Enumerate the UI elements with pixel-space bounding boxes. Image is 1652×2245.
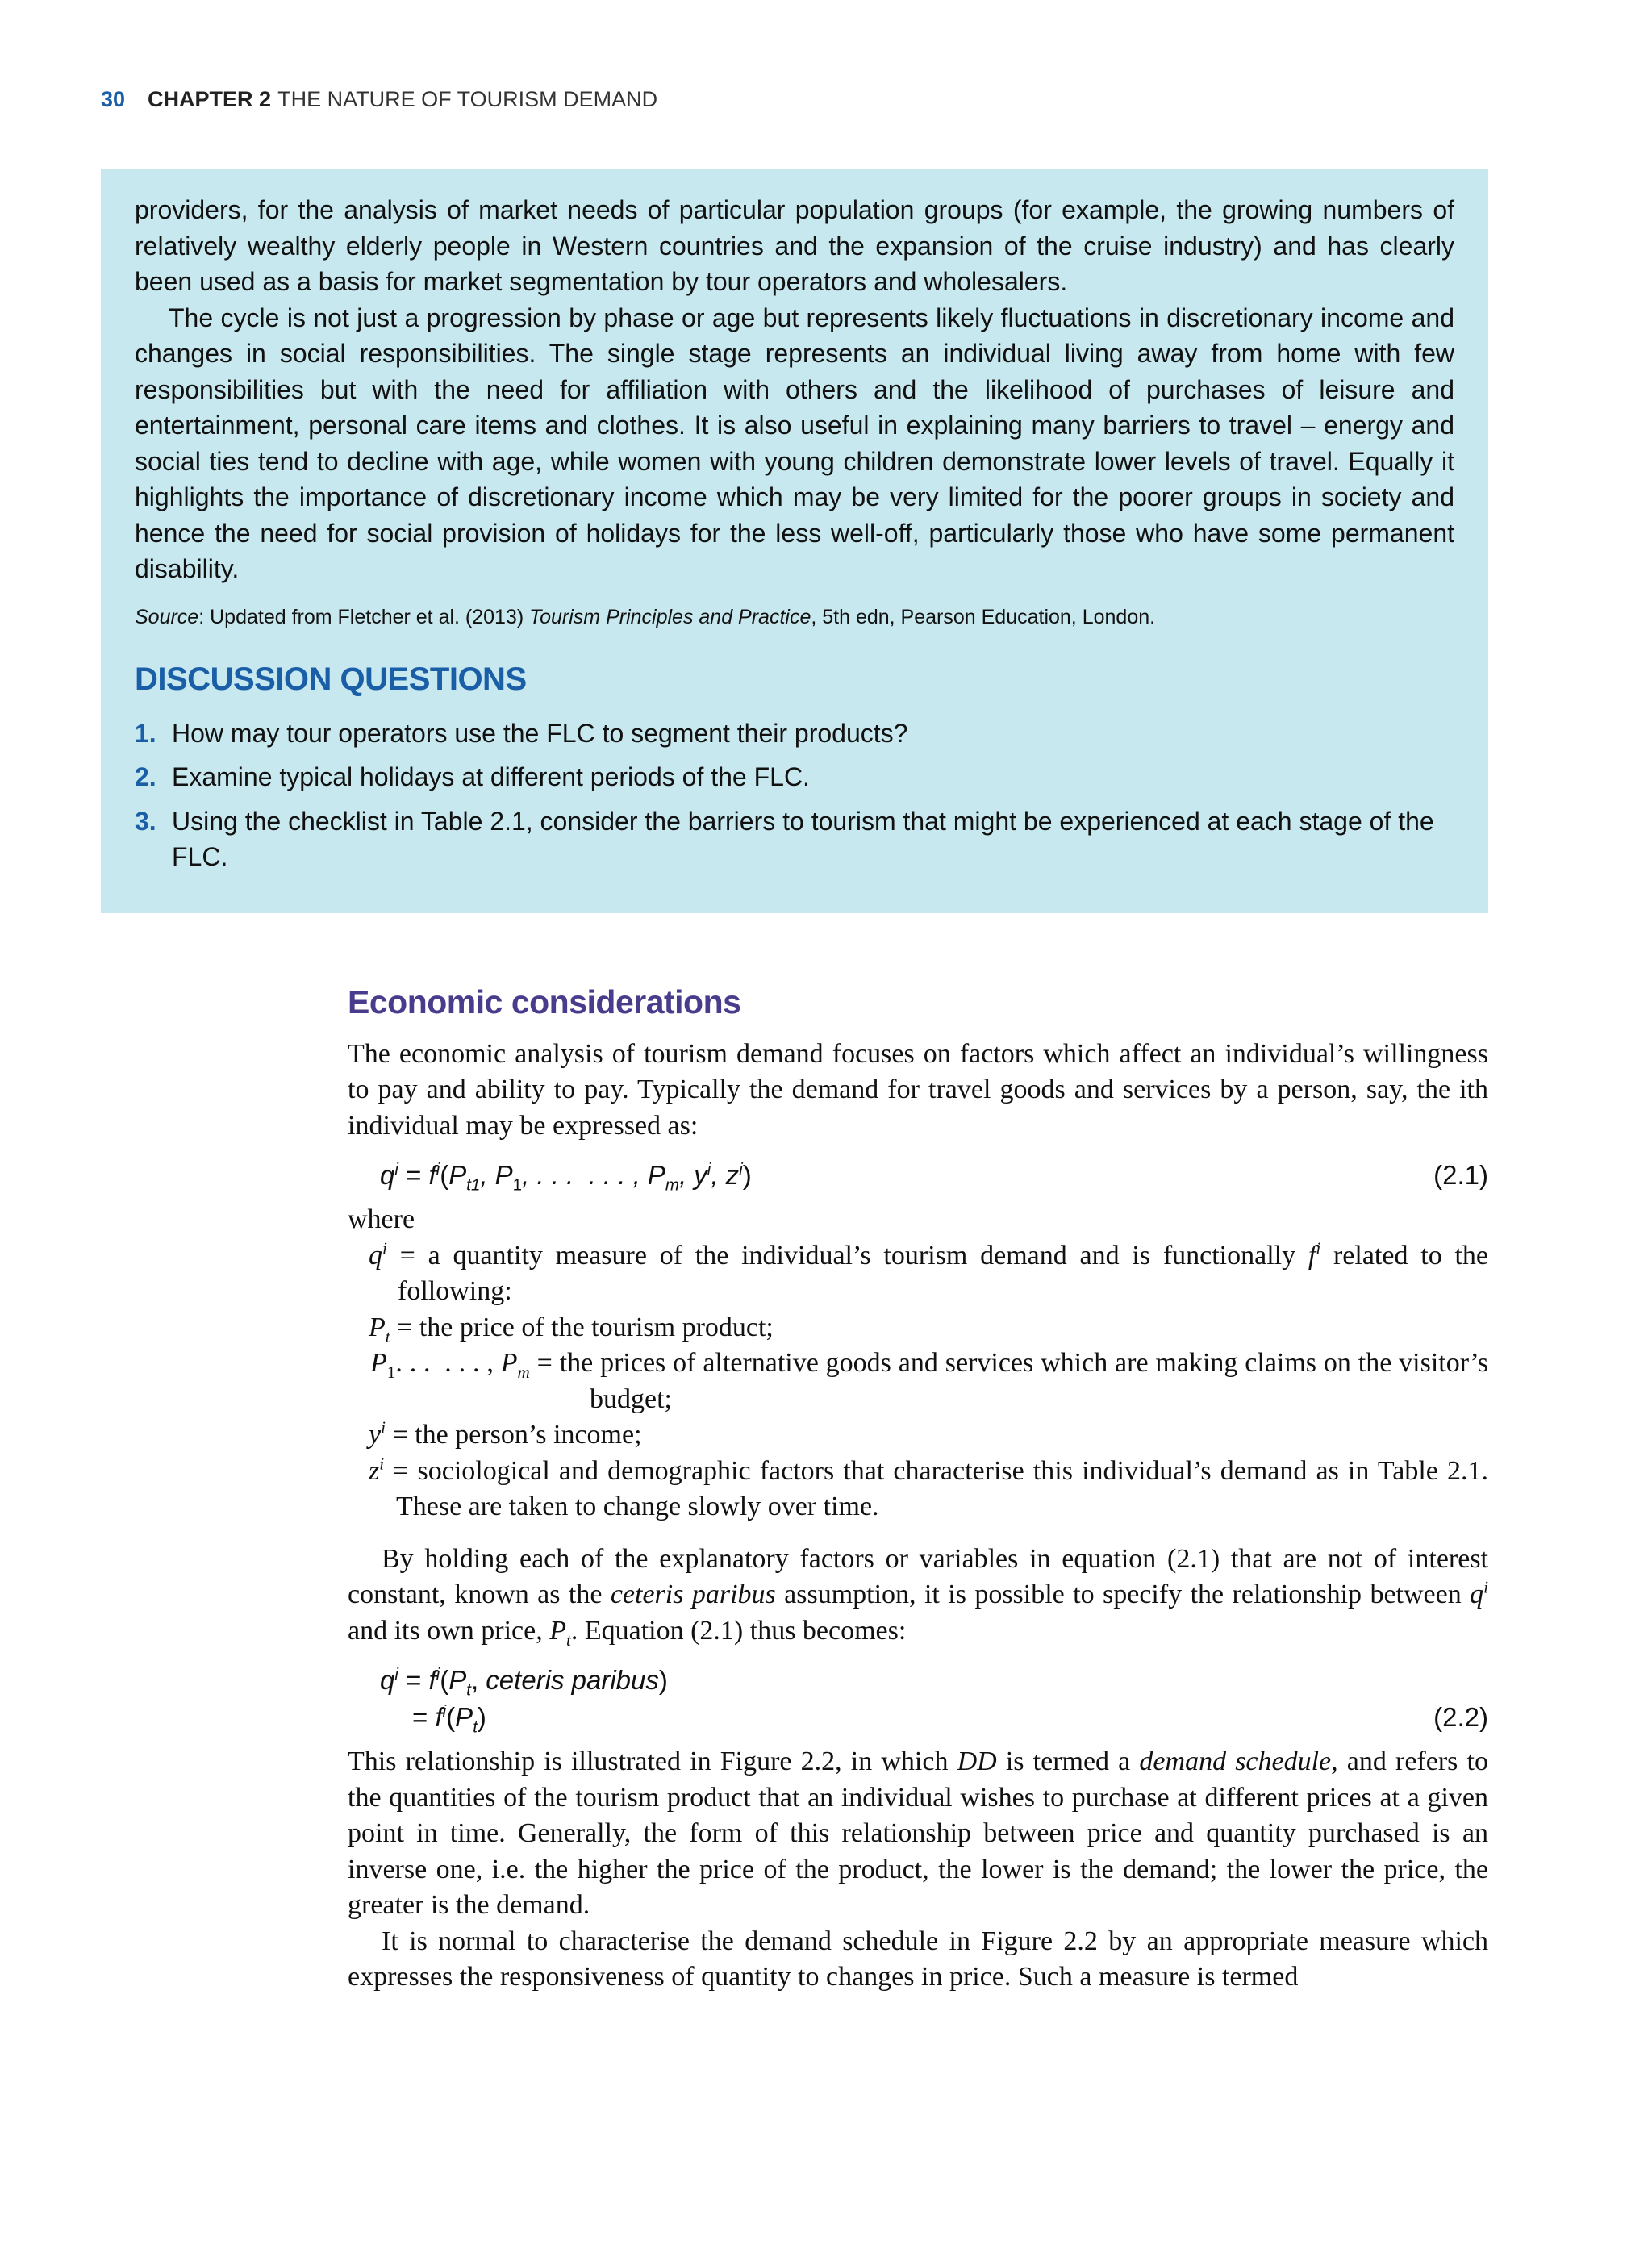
definition-z-text: sociological and demographic factors that characterise this individual’s demand as in Table 2.1. These are taken to change slowly over time. [396,1455,1488,1521]
holding-text-1: By holding each of the explanatory factors or variables in equation (2.1) that are not of interest constant, known as the [348,1543,1488,1609]
equation-number: (2.1) [1433,1160,1488,1190]
question-item [135,759,1454,795]
case-paragraph-1: providers, for the analysis of market needs of particular population groups (for example, the growing numbers of relatively wealthy elderly people in Western countries and the expansion of the cruise industry) and has clearly been used as a basis for market segmentation by tour operators and wholesalers. [135,195,1454,296]
definition-q-text: a quantity measure of the individual’s tourism demand and is functionally [428,1240,1296,1271]
section-heading: Economic considerations [348,983,741,1020]
source-book-title: Tourism Principles and Practice [529,605,811,628]
schedule-text-1: This relationship is illustrated in Figure 2.2, in which [348,1746,957,1776]
equation-2-1: $q^i = f^i(P_{t1}$, $P_1$, . . . . . . , $P_m$, $y^i$, $z^i$) (2.1) [348,1157,1488,1194]
running-header [101,87,657,112]
main-text [348,984,1488,1996]
page-number: 30 [101,87,126,111]
definition-pm-text: the prices of alternative goods and services which are making claims on the visitor’s budget; [559,1348,1489,1414]
case-study-box [101,169,1488,913]
demand-schedule-term: demand schedule [1139,1746,1332,1776]
holding-text-3: and its own price, [348,1615,550,1646]
holding-paragraph: By holding each of the explanatory factors or variables in equation (2.1) that are not of interest constant, known as the ceteris paribus assumption, it is possible to specify the relationship between $q^i$ and its own price, $P_t$. Equation (2.1) thus becomes: [348,1543,1488,1650]
equation-2-2: $q^i = f^i(P_t$, ceteris paribus) = $f^i(P_t)$ (2.2) [380,1665,1488,1737]
chapter-label: CHAPTER 2 [148,87,272,111]
question-item [135,716,1454,752]
holding-text-4: . Equation (2.1) thus becomes: [570,1615,907,1646]
question-number: 3. [135,806,156,836]
question-item [135,803,1454,875]
holding-text-2: assumption, it is possible to specify the relationship between [775,1579,1471,1609]
schedule-text-2: is termed a [996,1746,1140,1776]
schedule-text-3: , and refers to the quantities of the tourism product that an individual wishes to purchase at different prices at a given point in time. Generally, the form of this relationship between price and quantity purchased is an inverse one, i.e. the higher the price of the product, the lower is the demand; the lower the price, the greater is the demand. [348,1746,1488,1920]
question-text: Examine typical holidays at different periods of the FLC. [172,762,810,791]
question-number: 2. [135,762,156,791]
definition-z: $z^i$ = sociological and demographic factors that characterise this individual’s demand as in Table 2.1. These are taken to change slowly over time. [369,1454,1488,1521]
case-paragraph-2: The cycle is not just a progression by phase or age but represents likely fluctuations in discretionary income and changes in social responsibilities. The single stage represents an individual living away from home with few responsibilities but with the need for affiliation with others and the likelihood of purchases of leisure and entertainment, personal care items and clothes. It is also useful in explaining many barriers to travel – energy and social ties tend to decline with age, while women with young children demonstrate lower levels of travel. Equally it highlights the importance of discretionary income which may be very limited for the poorer groups in society and hence the need for social provision of holidays for the less well-off, particularly those who have some permanent disability. [135,303,1454,583]
dd-term: DD [957,1746,997,1776]
definition-pm: $P_1$. . . . . . , $P_m$ = the prices of alternative goods and services which are making claims on the visitor’s budget; [370,1348,1489,1414]
source-text-2: , 5th edn, Pearson Education, London. [811,605,1156,628]
question-text: How may tour operators use the FLC to segment their products? [172,718,908,748]
definition-q: $q^i = a$ quantity measure of the individual’s tourism demand and is functionally $f^i$ related to the following: [369,1238,1488,1306]
source-text-1: : Updated from Fletcher et al. (2013) [198,605,530,628]
chapter-title: THE NATURE OF TOURISM DEMAND [277,87,658,111]
question-text: Using the checklist in Table 2.1, consider the barriers to tourism that might be experienced at each stage of the FLC. [172,806,1434,871]
where-label: where [348,1204,415,1234]
equation-number: (2.2) [1433,1702,1488,1732]
schedule-paragraph [348,1744,1488,1924]
question-number: 1. [135,718,156,748]
last-paragraph: It is normal to characterise the demand schedule in Figure 2.2 by an appropriate measure which expresses the responsiveness of quantity to changes in price. Such a measure is termed [348,1926,1488,1992]
ceteris-paribus-term: ceteris paribus [610,1579,776,1609]
discussion-questions-list [135,716,1454,875]
definition-pt: $P_t$ = the price of the tourism product; [369,1312,774,1346]
definition-y: $y^i$ = the person’s income; [369,1417,642,1450]
source-label: Source [135,605,199,628]
definition-y-text: the person’s income; [415,1420,642,1450]
discussion-questions-heading: DISCUSSION QUESTIONS [135,661,527,697]
source-citation [135,603,1454,631]
definition-pt-text: the price of the tourism product; [419,1312,774,1342]
definition-q-text-end: related to the following: [398,1240,1488,1306]
intro-paragraph: The economic analysis of tourism demand focuses on factors which affect an individual’s willingness to pay and ability to pay. Typically the demand for travel goods and services by a person, say, the ith individual may be expressed as: [348,1038,1488,1141]
